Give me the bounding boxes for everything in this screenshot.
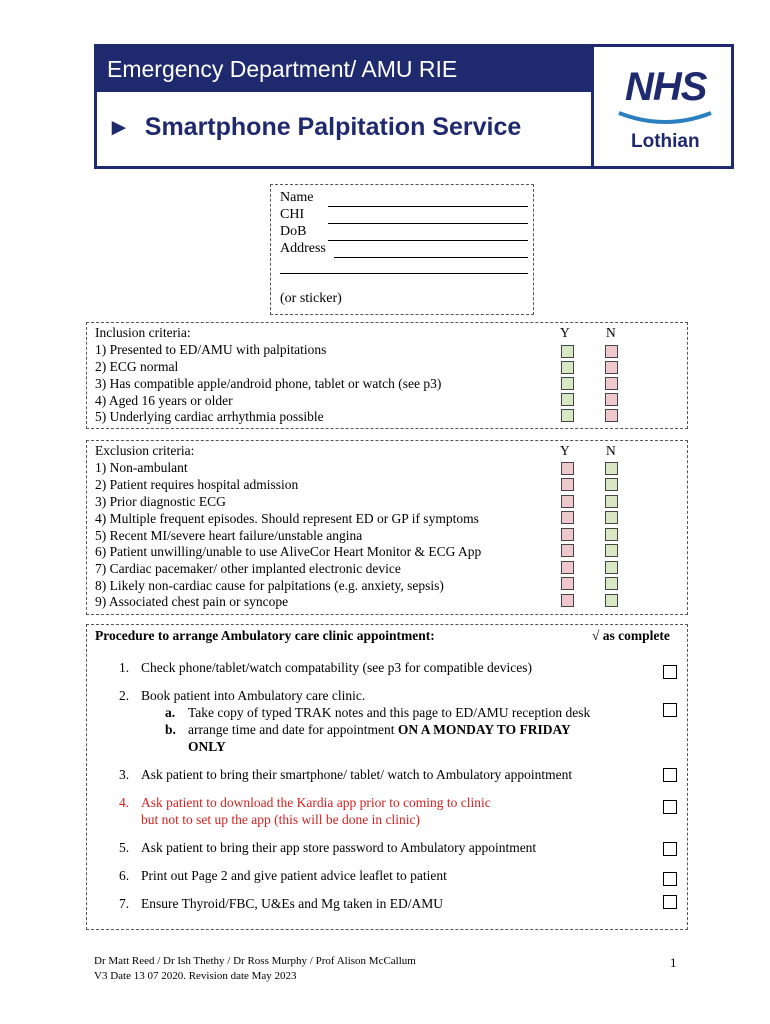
inclusion-criteria-box (86, 322, 688, 429)
step-6-checkbox[interactable] (663, 872, 677, 886)
inclusion-item: 2) ECG normal (95, 359, 179, 374)
service-title (107, 113, 521, 142)
step-number: 1. (119, 660, 130, 675)
name-label: Name (280, 190, 314, 205)
inclusion-no-checkbox[interactable] (605, 361, 618, 374)
step-4-text-cont: but not to set up the app (this will be done in clinic) (141, 812, 420, 827)
inclusion-yes-checkbox[interactable] (561, 393, 574, 406)
chi-field[interactable] (328, 223, 528, 224)
inclusion-no-checkbox[interactable] (605, 345, 618, 358)
step-number: 3. (119, 767, 130, 782)
exclusion-no-checkbox[interactable] (605, 594, 618, 607)
step-5-text: Ask patient to bring their app store password to Ambulatory appointment (141, 840, 537, 855)
inclusion-yes-header: Y (560, 325, 570, 340)
substep-letter: a. (165, 705, 176, 720)
sticker-note: (or sticker) (280, 291, 342, 306)
address-label: Address (280, 241, 326, 256)
inclusion-item: 5) Underlying cardiac arrhythmia possible (95, 409, 324, 424)
substep-letter: b. (165, 722, 176, 737)
step-2b-bold: ON A MONDAY TO FRIDAY (397, 722, 571, 737)
step-3-text: Ask patient to bring their smartphone/ tablet/ watch to Ambulatory appointment (141, 767, 573, 782)
step-4-text: Ask patient to download the Kardia app prior to coming to clinic (141, 795, 491, 810)
name-field[interactable] (328, 206, 528, 207)
exclusion-no-checkbox[interactable] (605, 511, 618, 524)
address-field[interactable] (334, 257, 528, 258)
step-2-text: Book patient into Ambulatory care clinic. (141, 688, 366, 703)
exclusion-no-checkbox[interactable] (605, 495, 618, 508)
footer-authors: Dr Matt Reed / Dr Ish Thethy / Dr Ross Murphy / Prof Alison McCallum (94, 955, 416, 967)
exclusion-item: 9) Associated chest pain or syncope (95, 594, 289, 609)
step-2b-bold-cont: ONLY (188, 739, 226, 754)
nhs-lothian-logo (597, 55, 727, 159)
step-7-checkbox[interactable] (663, 895, 677, 909)
exclusion-item: 1) Non-ambulant (95, 460, 188, 475)
inclusion-yes-checkbox[interactable] (561, 345, 574, 358)
exclusion-item: 8) Likely non-cardiac cause for palpitations (e.g. anxiety, sepsis) (95, 578, 444, 593)
step-number: 2. (119, 688, 130, 703)
exclusion-yes-checkbox[interactable] (561, 528, 574, 541)
step-6-text: Print out Page 2 and give patient advice leaflet to patient (141, 868, 447, 883)
exclusion-item: 2) Patient requires hospital admission (95, 477, 299, 492)
complete-header: √ as complete (592, 628, 670, 643)
logo-nhs-text: NHS (625, 65, 707, 109)
exclusion-yes-checkbox[interactable] (561, 544, 574, 557)
dob-label: DoB (280, 224, 307, 239)
exclusion-no-checkbox[interactable] (605, 528, 618, 541)
inclusion-item: 4) Aged 16 years or older (95, 393, 233, 408)
exclusion-title: Exclusion criteria: (95, 443, 195, 458)
inclusion-yes-checkbox[interactable] (561, 361, 574, 374)
chi-label: CHI (280, 207, 305, 222)
exclusion-item: 4) Multiple frequent episodes. Should represent ED or GP if symptoms (95, 511, 479, 526)
exclusion-yes-checkbox[interactable] (561, 462, 574, 475)
exclusion-no-checkbox[interactable] (605, 577, 618, 590)
exclusion-yes-header: Y (560, 443, 570, 458)
step-number: 4. (119, 795, 130, 810)
step-number: 6. (119, 868, 130, 883)
step-2-checkbox[interactable] (663, 703, 677, 717)
procedure-title: Procedure to arrange Ambulatory care clinic appointment: (95, 628, 435, 643)
exclusion-yes-checkbox[interactable] (561, 511, 574, 524)
inclusion-item: 1) Presented to ED/AMU with palpitations (95, 342, 327, 357)
exclusion-criteria-box (86, 440, 688, 615)
exclusion-no-checkbox[interactable] (605, 544, 618, 557)
step-7-text: Ensure Thyroid/FBC, U&Es and Mg taken in ED/AMU (141, 896, 443, 911)
header-banner (94, 44, 734, 169)
page-number: 1 (670, 955, 677, 970)
exclusion-yes-checkbox[interactable] (561, 561, 574, 574)
step-3-checkbox[interactable] (663, 768, 677, 782)
exclusion-no-checkbox[interactable] (605, 561, 618, 574)
logo-swoosh-icon (617, 109, 713, 129)
exclusion-yes-checkbox[interactable] (561, 594, 574, 607)
step-2b-text (188, 722, 571, 738)
inclusion-yes-checkbox[interactable] (561, 377, 574, 390)
service-title-text: Smartphone Palpitation Service (144, 113, 522, 141)
address-field-line2[interactable] (280, 273, 528, 274)
logo-lothian-text: Lothian (631, 131, 700, 152)
inclusion-title: Inclusion criteria: (95, 325, 191, 340)
exclusion-item: 6) Patient unwilling/unable to use AliveCor Heart Monitor & ECG App (95, 544, 482, 559)
procedure-box (86, 624, 688, 930)
exclusion-item: 5) Recent MI/severe heart failure/unstable angina (95, 528, 363, 543)
step-5-checkbox[interactable] (663, 842, 677, 856)
exclusion-no-checkbox[interactable] (605, 478, 618, 491)
play-arrow-icon: ► (107, 114, 131, 141)
exclusion-no-checkbox[interactable] (605, 462, 618, 475)
step-1-checkbox[interactable] (663, 665, 677, 679)
patient-details-box (270, 184, 534, 315)
exclusion-item: 3) Prior diagnostic ECG (95, 494, 226, 509)
dob-field[interactable] (328, 240, 528, 241)
step-4-checkbox[interactable] (663, 800, 677, 814)
inclusion-yes-checkbox[interactable] (561, 409, 574, 422)
exclusion-yes-checkbox[interactable] (561, 478, 574, 491)
exclusion-no-header: N (606, 443, 616, 458)
step-2a-text: Take copy of typed TRAK notes and this page to ED/AMU reception desk (188, 705, 591, 720)
header-divider (591, 47, 594, 166)
step-number: 7. (119, 896, 130, 911)
inclusion-no-checkbox[interactable] (605, 377, 618, 390)
exclusion-yes-checkbox[interactable] (561, 495, 574, 508)
inclusion-no-checkbox[interactable] (605, 409, 618, 422)
step-number: 5. (119, 840, 130, 855)
inclusion-no-checkbox[interactable] (605, 393, 618, 406)
exclusion-item: 7) Cardiac pacemaker/ other implanted electronic device (95, 561, 401, 576)
department-title: Emergency Department/ AMU RIE (97, 47, 591, 92)
inclusion-item: 3) Has compatible apple/android phone, tablet or watch (see p3) (95, 376, 442, 391)
step-2b-plain: arrange time and date for appointment (188, 722, 398, 737)
inclusion-no-header: N (606, 325, 616, 340)
footer-version: V3 Date 13 07 2020. Revision date May 2023 (94, 970, 297, 982)
exclusion-yes-checkbox[interactable] (561, 577, 574, 590)
step-1-text: Check phone/tablet/watch compatability (see p3 for compatible devices) (141, 660, 532, 675)
